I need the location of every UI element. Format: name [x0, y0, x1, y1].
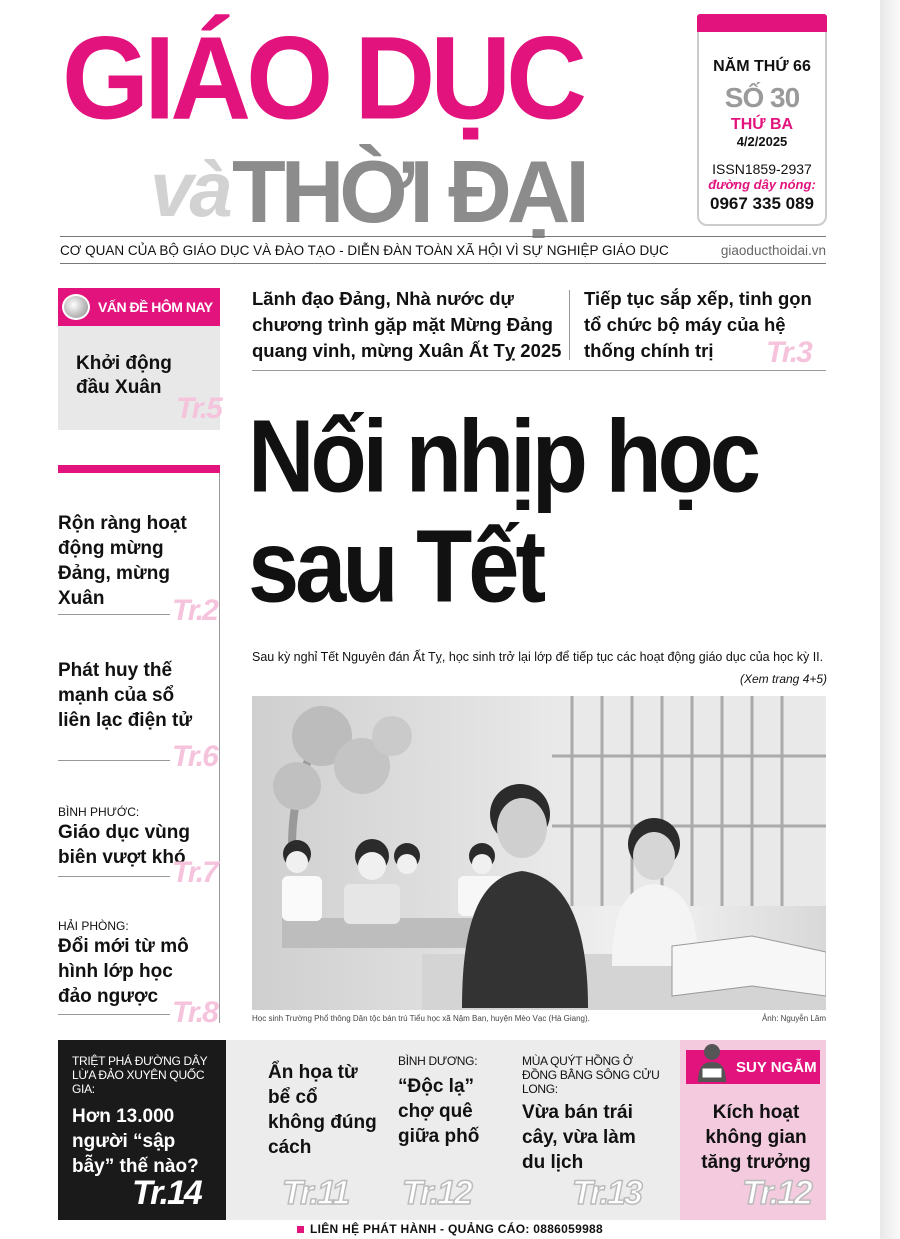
classroom-photo	[252, 696, 826, 1010]
bottom-item-1-page: Tr.14	[132, 1174, 201, 1212]
issn: ISSN1859-2937	[712, 161, 812, 177]
masthead-title: GIÁO DỤC	[62, 12, 582, 144]
bottom-item-3-headline[interactable]: “Độc lạ” chợ quê giữa phố	[398, 1076, 480, 1147]
left-item-4-headline: Đổi mới từ mô hình lớp học đảo ngược	[58, 936, 189, 1007]
main-headline[interactable]	[248, 399, 848, 624]
reader-icon	[694, 1042, 730, 1082]
left-item-3-page: Tr.7	[172, 856, 217, 889]
bottom-item-4-kicker: MÙA QUÝT HỒNG Ở ĐỒNG BẰNG SÔNG CỬU LONG:	[522, 1054, 660, 1096]
today-issue-page: Tr.5	[176, 392, 221, 425]
page-edge-shadow	[880, 0, 900, 1239]
left-item-2-page: Tr.6	[172, 740, 217, 773]
left-item-4-page: Tr.8	[172, 996, 217, 1029]
tagline-bar	[60, 236, 826, 264]
photo-credit: Ảnh: Nguyễn Lâm	[761, 1014, 826, 1023]
left-item-3-kicker: BÌNH PHƯỚC:	[58, 805, 140, 819]
divider	[252, 370, 826, 371]
bottom-item-2-page: Tr.11	[282, 1174, 349, 1212]
bottom-item-4-headline[interactable]: Vừa bán trái cây, vừa làm du lịch	[522, 1102, 636, 1173]
divider	[569, 290, 570, 360]
left-column-accent-bar	[58, 465, 220, 473]
top-headline-1[interactable]: Lãnh đạo Đảng, Nhà nước dự chương trình gặp mặt Mừng Đảng quang vinh, mừng Xuân Ất Tỵ 2025	[252, 288, 562, 361]
today-issue-headline[interactable]: Khởi động đầu Xuân	[76, 353, 172, 398]
bottom-item-4-page: Tr.13	[572, 1174, 641, 1212]
square-bullet-icon	[297, 1226, 304, 1233]
bottom-item-5-headline: Kích hoạt không gian tăng trưởng	[701, 1102, 811, 1173]
main-headline-line2: sau Tết	[248, 509, 543, 624]
classroom-photo-illustration	[252, 696, 826, 1010]
top-headline-2[interactable]: Tiếp tục sắp xếp, tinh gọn tổ chức bộ máy của hệ thống chính trị	[584, 288, 812, 361]
left-column-divider	[219, 473, 220, 1023]
divider	[58, 760, 170, 761]
issue-date: 4/2/2025	[736, 134, 788, 149]
bottom-item-1-kicker: TRIỆT PHÁ ĐƯỜNG DÂY LỪA ĐẢO XUYÊN QUỐC GIA:	[72, 1054, 208, 1096]
issue-year: NĂM THỨ 66	[713, 58, 811, 75]
left-item-3-headline: Giáo dục vùng biên vượt khó	[58, 822, 190, 868]
masthead-subtitle: THỜI ĐẠI	[232, 142, 585, 241]
left-item-2-headline: Phát huy thế mạnh của sổ liên lạc điện tử	[58, 660, 193, 731]
hotline-label: đường dây nóng:	[708, 177, 816, 192]
main-headline-line1: Nối nhịp học	[248, 399, 758, 514]
bottom-item-3-page: Tr.12	[402, 1174, 471, 1212]
masthead-subtitle-small: và	[150, 145, 229, 233]
left-item-1-headline: Rộn ràng hoạt động mừng Đảng, mừng Xuân	[58, 513, 187, 609]
divider	[58, 1014, 170, 1015]
issue-number: SỐ 30	[724, 82, 800, 113]
left-item-1-page: Tr.2	[172, 594, 217, 627]
issue-weekday: THỨ BA	[730, 116, 794, 133]
divider	[58, 614, 170, 615]
bottom-item-5-page: Tr.12	[742, 1174, 811, 1212]
bottom-item-1-headline: Hơn 13.000 người “sập bẫy” thế nào?	[72, 1106, 199, 1177]
top-headline-2-page: Tr.3	[766, 336, 811, 369]
issue-info-box	[697, 14, 827, 226]
photo-caption: Học sinh Trường Phổ thông Dân tộc bán trú Tiểu học xã Nậm Ban, huyện Mèo Vạc (Hà Giang).	[252, 1014, 590, 1023]
tagline: CƠ QUAN CỦA BỘ GIÁO DỤC VÀ ĐÀO TẠO - DIỄN ĐÀN TOÀN XÃ HỘI VÌ SỰ NGHIỆP GIÁO DỤC	[60, 242, 669, 258]
bottom-item-2-headline[interactable]: Ẩn họa từ bể cổ không đúng cách	[268, 1062, 377, 1158]
today-issue-label: VẤN ĐỀ HÔM NAY	[58, 288, 220, 326]
left-item-2[interactable]	[58, 658, 208, 733]
main-lead: Sau kỳ nghỉ Tết Nguyên đán Ất Tỵ, học sinh trở lại lớp để tiếp tục các hoạt động giáo dục của học kỳ II.	[252, 650, 824, 664]
footer-contact-text: LIÊN HỆ PHÁT HÀNH - QUẢNG CÁO: 0886059988	[309, 1222, 604, 1236]
footer-contact	[0, 1222, 900, 1236]
hotline-number: 0967 335 089	[710, 194, 814, 213]
bottom-item-3-kicker: BÌNH DƯƠNG:	[398, 1054, 478, 1068]
left-item-4-kicker: HẢI PHÒNG:	[58, 919, 129, 933]
info-box-accent-bar	[697, 14, 827, 32]
reflection-label: SUY NGẪM	[686, 1050, 820, 1084]
divider	[58, 876, 170, 877]
see-pages: (Xem trang 4+5)	[740, 672, 828, 686]
photo-caption-row	[252, 1014, 826, 1023]
globe-icon	[62, 294, 90, 320]
website-link[interactable]: giaoducthoidai.vn	[720, 242, 826, 258]
